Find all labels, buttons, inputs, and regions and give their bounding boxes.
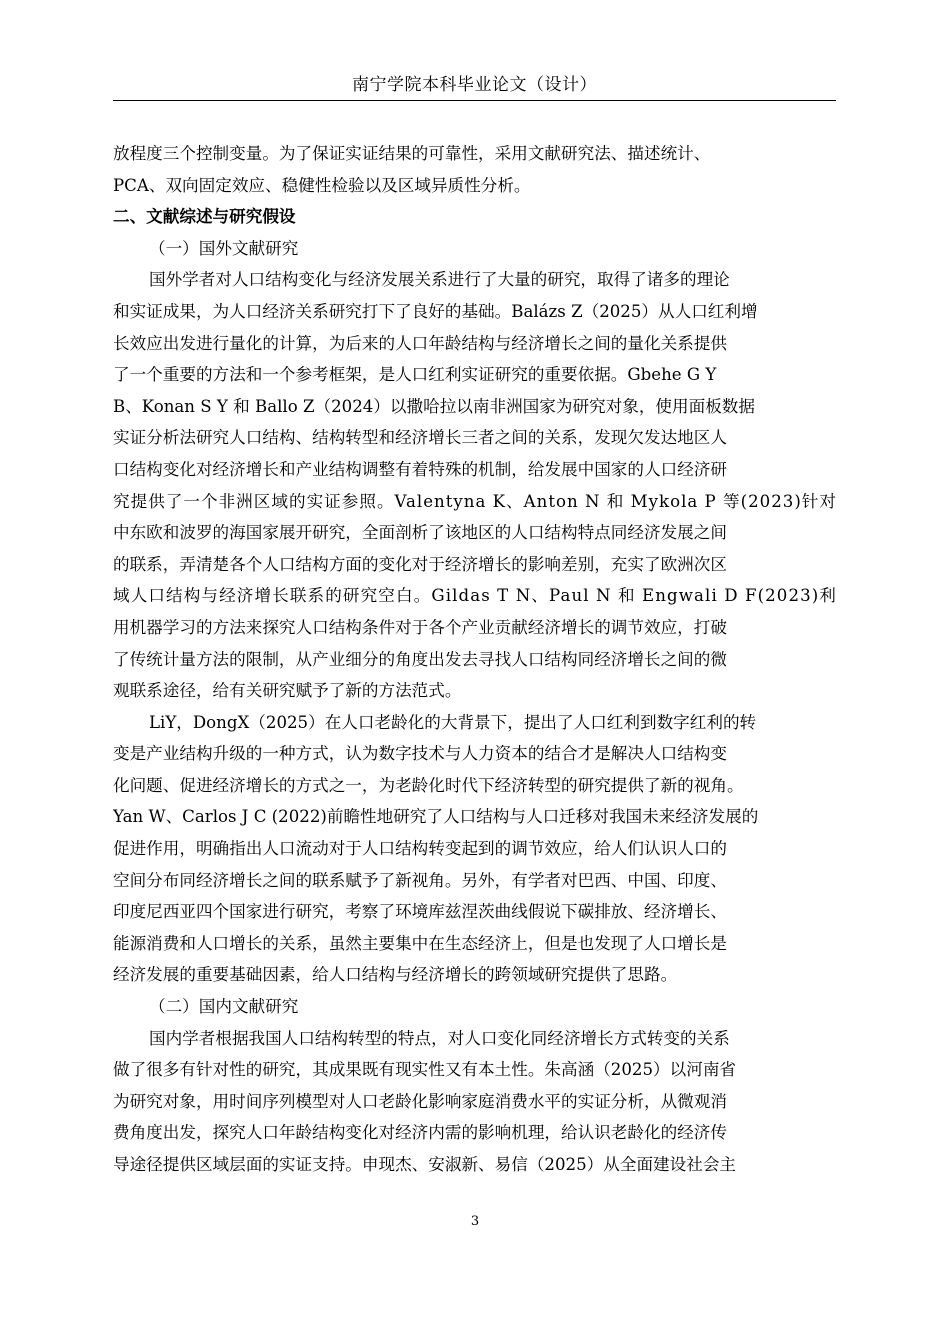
text-line: （二）国内文献研究 [149,997,299,1017]
text-line: 变是产业结构升级的一种方式，认为数字技术与人力资本的结合才是解决人口结构变 [113,744,727,764]
text-line: 空间分布同经济增长之间的联系赋予了新视角。另外，有学者对巴西、中国、印度、 [113,870,727,890]
text-line: 化问题、促进经济增长的方式之一，为老龄化时代下经济转型的研究提供了新的视角。 [113,775,744,795]
text-line: 导途径提供区域层面的实证支持。申现杰、安淑新、易信（2025）从全面建设社会主 [113,1155,737,1174]
running-header: 南宁学院本科毕业论文（设计） [113,70,836,101]
text-line: Yan W、Carlos J C (2022)前瞻性地研究了人口结构与人口迁移对我国未来经济发展的 [113,807,759,827]
text-line: 放程度三个控制变量。为了保证实证结果的可靠性，采用文献研究法、描述统计、 [113,144,711,163]
text-line: 和实证成果，为人口经济关系研究打下了良好的基础。Balázs Z（2025）从人口红利增 [113,301,758,321]
text-line: 的联系，弄清楚各个人口结构方面的变化对于经济增长的影响差别，充实了欧洲次区 [113,554,727,574]
text-line: 域人口结构与经济增长联系的研究空白。Gildas T N、Paul N 和 Engwali D F(2023)利 [113,586,837,606]
text-line: 长效应出发进行量化的计算，为后来的人口年龄结构与经济增长之间的量化关系提供 [113,333,727,353]
text-line: LiY，DongX（2025）在人口老龄化的大背景下，提出了人口红利到数字红利的转 [149,712,757,732]
text-line: PCA、双向固定效应、稳健性检验以及区域异质性分析。 [113,175,531,195]
text-line: B、Konan S Y 和 Ballo Z（2024）以撒哈拉以南非洲国家为研究对象，使用面板数据 [113,396,755,416]
text-line: 中东欧和波罗的海国家展开研究，全面剖析了该地区的人口结构特点同经济发展之间 [113,523,727,543]
text-line: 究提供了一个非洲区域的实证参照。Valentyna K、Anton N 和 Mykola P 等(2023)针对 [113,491,837,511]
text-line: 用机器学习的方法来探究人口结构条件对于各个产业贡献经济增长的调节效应，打破 [113,617,727,637]
body-text [113,138,839,1181]
text-line: 口结构变化对经济增长和产业结构调整有着特殊的机制，给发展中国家的人口经济研 [113,459,727,479]
text-line: 国外学者对人口结构变化与经济发展关系进行了大量的研究，取得了诸多的理论 [149,270,730,290]
text-line: 观联系途径，给有关研究赋予了新的方法范式。 [113,681,462,701]
text-line: （一）国外文献研究 [149,238,299,258]
text-line: 印度尼西亚四个国家进行研究，考察了环境库兹涅茨曲线假说下碳排放、经济增长、 [113,902,727,922]
text-line: 国内学者根据我国人口结构转型的特点，对人口变化同经济增长方式转变的关系 [149,1028,730,1048]
text-line: 实证分析法研究人口结构、结构转型和经济增长三者之间的关系，发现欠发达地区人 [113,428,727,448]
text-line: 做了很多有针对性的研究，其成果既有现实性又有本土性。朱高涵（2025）以河南省 [113,1060,737,1080]
page-number: 3 [470,1214,480,1229]
text-line: 能源消费和人口增长的关系，虽然主要集中在生态经济上，但是也发现了人口增长是 [113,933,727,953]
text-line: 了传统计量方法的限制，从产业细分的角度出发去寻找人口结构同经济增长之间的微 [113,649,727,669]
text-line: 了一个重要的方法和一个参考框架，是人口红利实证研究的重要依据。Gbehe G Y [113,365,717,385]
text-line: 费角度出发，探究人口年龄结构变化对经济内需的影响机理，给认识老龄化的经济传 [113,1123,727,1143]
text-line: 促进作用，明确指出人口流动对于人口结构转变起到的调节效应，给人们认识人口的 [113,839,727,859]
section-heading: 二、文献综述与研究假设 [113,206,296,227]
text-line: 经济发展的重要基础因素，给人口结构与经济增长的跨领域研究提供了思路。 [113,965,678,985]
text-line: 为研究对象，用时间序列模型对人口老龄化影响家庭消费水平的实证分析，从微观消 [113,1091,727,1111]
